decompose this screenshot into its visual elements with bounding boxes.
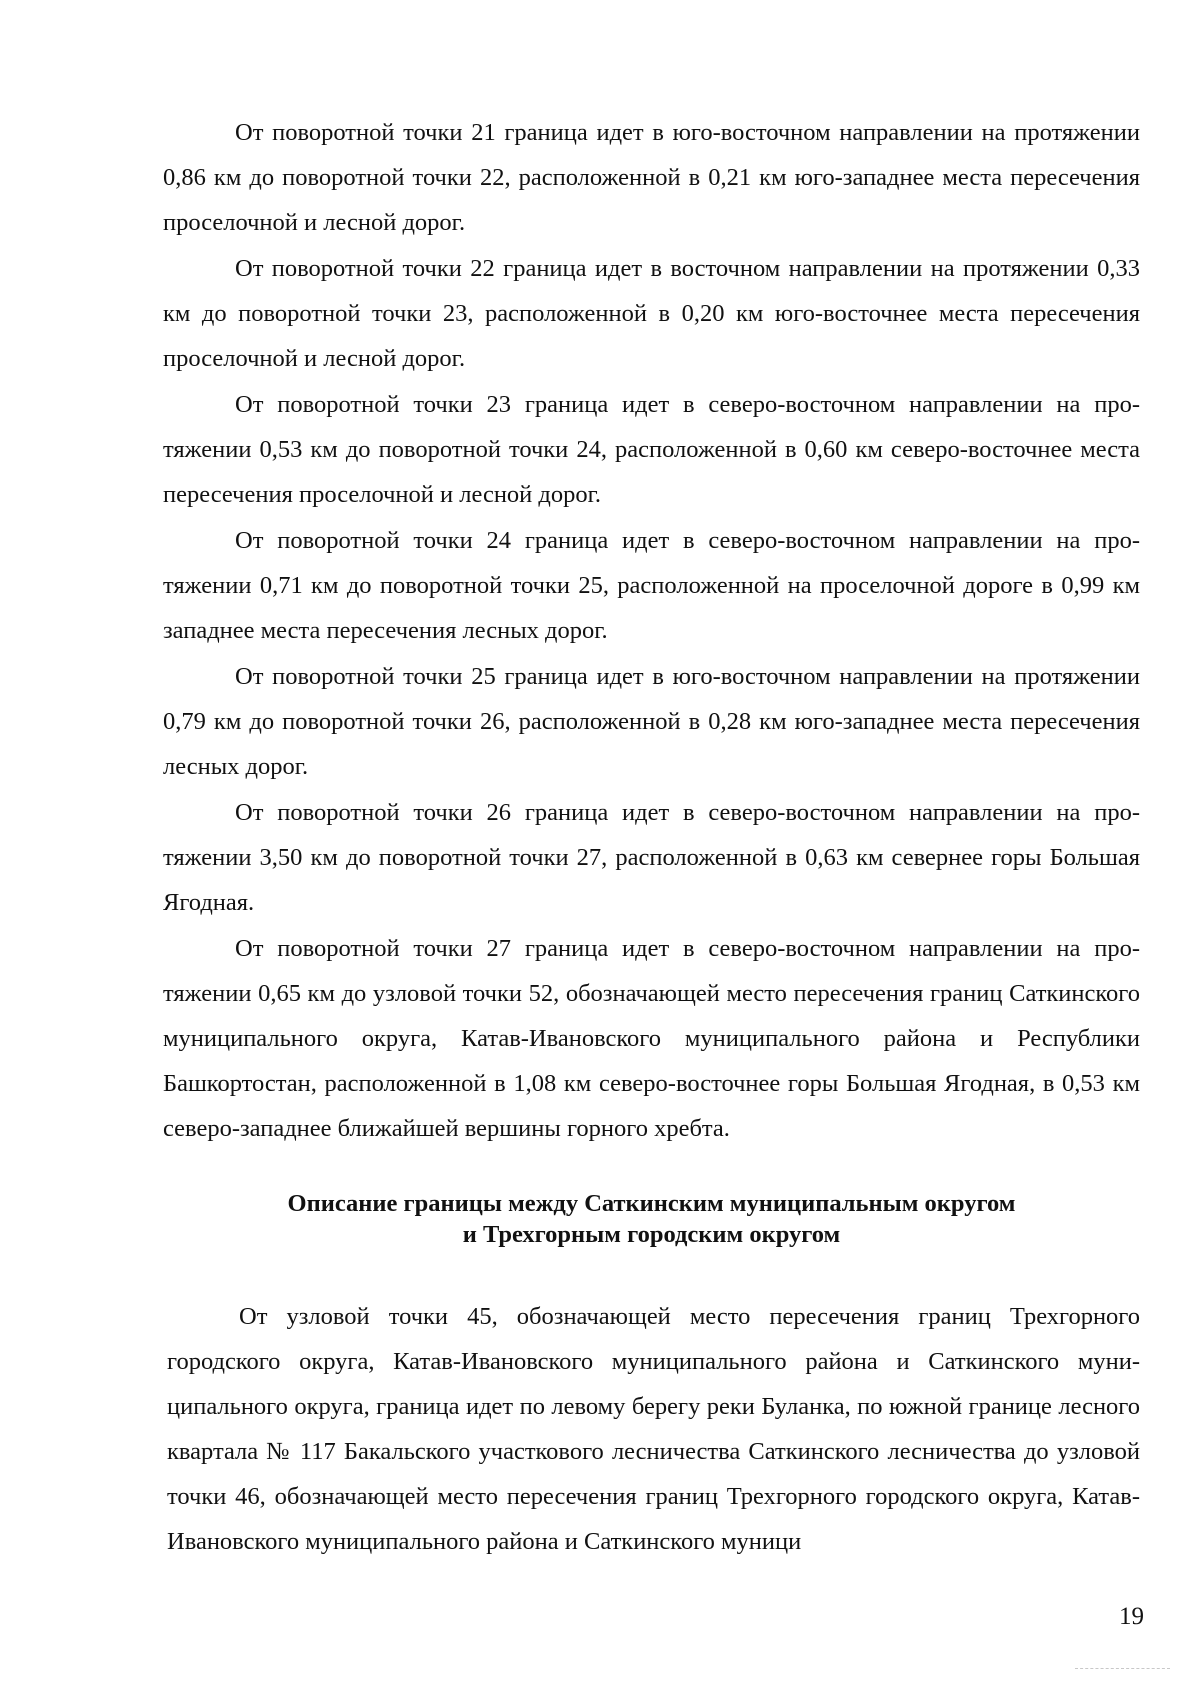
paragraph-point-27: От поворотной точки 27 граница идет в северо-восточном направлении на протяжении 0,65 км до узловой точки 52, обозначающей место пересечения границ Саткинского муниципального округа, Катав-Ивановского муниципального района и Республики Башкортостан, расположенной в 1,08 км северо-восточнее горы Большая Ягодная, в 0,53 км северо-западнее ближайшей вершины горного хребта. [163,935,1140,1142]
paragraph-point-24: От поворотной точки 24 граница идет в северо-восточном направлении на протяжении 0,71 км до поворотной точки 25, расположенной на проселочной дороге в 0,99 км западнее места пересечения лесных дорог. [163,527,1140,644]
paragraph-point-21: От поворотной точки 21 граница идет в юго-восточном направлении на протяжении 0,86 км до поворотной точки 22, расположенной в 0,21 км юго-западнее места пересечения проселочной и лесной дорог. [163,119,1140,236]
paragraph-point-23: От поворотной точки 23 граница идет в северо-восточном направлении на протяжении 0,53 км до поворотной точки 24, расположенной в 0,60 км северо-восточнее места пересечения проселочной и лесной дорог. [163,391,1140,508]
section-heading-line-2: и Трехгорным городским округом [462,1221,841,1248]
paragraph-node-45: От узловой точки 45, обозначающей место пересечения границ Трехгорного городского округа, Катав-Ивановского муниципального района и Саткинского муниципального округа, граница идет по левому берегу реки Буланка, по южной границе лесного квартала № 117 Бакальского участкового лесничества Саткинского лесничества до узловой точки 46, обозначающей место пересечения границ Трехгорного городского округа, Катав-Ивановского муниципального района и Саткинского муници [167,1303,1140,1555]
scan-artifact [1075,1668,1170,1671]
section-heading-line-1: Описание границы между Саткинским муниципальным округом [287,1190,1016,1217]
paragraph-point-26: От поворотной точки 26 граница идет в северо-восточном направлении на протяжении 3,50 км до поворотной точки 27, расположенной в 0,63 км севернее горы Большая Ягодная. [163,799,1140,916]
paragraph-point-25: От поворотной точки 25 граница идет в юго-восточном направлении на протяжении 0,79 км до поворотной точки 26, расположенной в 0,28 км юго-западнее места пересечения лесных дорог. [163,663,1140,780]
page-number: 19 [1119,1603,1144,1630]
section-heading [163,1188,1140,1250]
paragraph-point-22: От поворотной точки 22 граница идет в восточном направлении на протяжении 0,33 км до поворотной точки 23, расположенной в 0,20 км юго-восточнее места пересечения проселочной и лесной дорог. [163,255,1140,372]
